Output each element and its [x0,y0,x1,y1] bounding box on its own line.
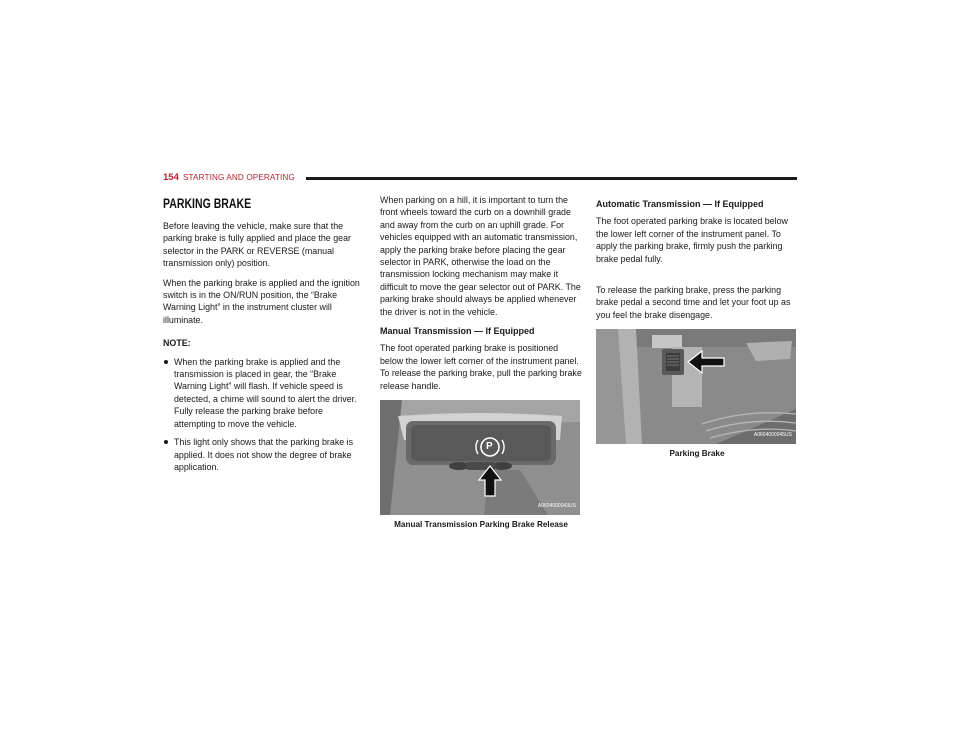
section-title: PARKING BRAKE [163,196,252,211]
parking-brake-illustration [596,329,796,444]
column-3 [596,194,798,461]
header-rule [306,177,797,180]
note-label: NOTE: [163,338,191,349]
column-1 [163,194,365,479]
parking-brake-figure [596,329,798,460]
section-name: STARTING AND OPERATING [183,172,295,182]
figure-code: A0604000043US [537,502,576,509]
figure-code: A0604000045US [753,431,792,438]
manual-transmission-paragraph: The foot operated parking brake is positioned below the lower left corner of the instrument panel. To release the parking brake, pull the parking brake release handle. [380,343,582,391]
automatic-transmission-subhead: Automatic Transmission — If Equipped [596,199,764,209]
hill-parking-paragraph: When parking on a hill, it is important to turn the front wheels toward the curb on a downhill grade and away from the curb on an uphill grade. For vehicles equipped with an automatic transmission, apply the parking brake before placing the gear selector in PARK, otherwise the load on the transmission locking mechanism may make it difficult to move the gear selector out of PARK. The parking brake should always be applied whenever the driver is not in the vehicle. [380,195,581,317]
note-item: When the parking brake is applied and the transmission is placed in gear, the “Brake Warning Light” will flash. If vehicle speed is detected, a chime will sound to alert the driver. Fully release the parking brake before attempting to move the vehicle. [163,356,365,430]
figure-caption: Manual Transmission Parking Brake Release [394,520,568,530]
page-header [163,172,797,186]
manual-brake-figure [380,400,582,531]
figure-caption: Parking Brake [669,449,725,459]
column-2 [380,194,582,532]
intro-paragraph: Before leaving the vehicle, make sure that the parking brake is fully applied and place the gear selector in the PARK or REVERSE (manual transmission only) position. [163,221,351,269]
note-item: This light only shows that the parking brake is applied. It does not show the degree of brake application. [163,436,365,473]
parking-symbol: P [486,441,493,453]
manual-brake-illustration [380,400,580,515]
release-brake-paragraph: To release the parking brake, press the parking brake pedal a second time and let your foot up as you feel the brake disengage. [596,285,791,320]
apply-brake-paragraph: The foot operated parking brake is located below the lower left corner of the instrument panel. To apply the parking brake, firmly push the parking brake pedal fully. [596,216,788,264]
manual-transmission-subhead: Manual Transmission — If Equipped [380,326,535,337]
page-number: 154 [163,172,179,183]
note-list [163,356,365,474]
warning-light-paragraph: When the parking brake is applied and the ignition switch is in the ON/RUN position, the “Brake Warning Light” in the instrument cluster will illuminate. [163,277,360,325]
